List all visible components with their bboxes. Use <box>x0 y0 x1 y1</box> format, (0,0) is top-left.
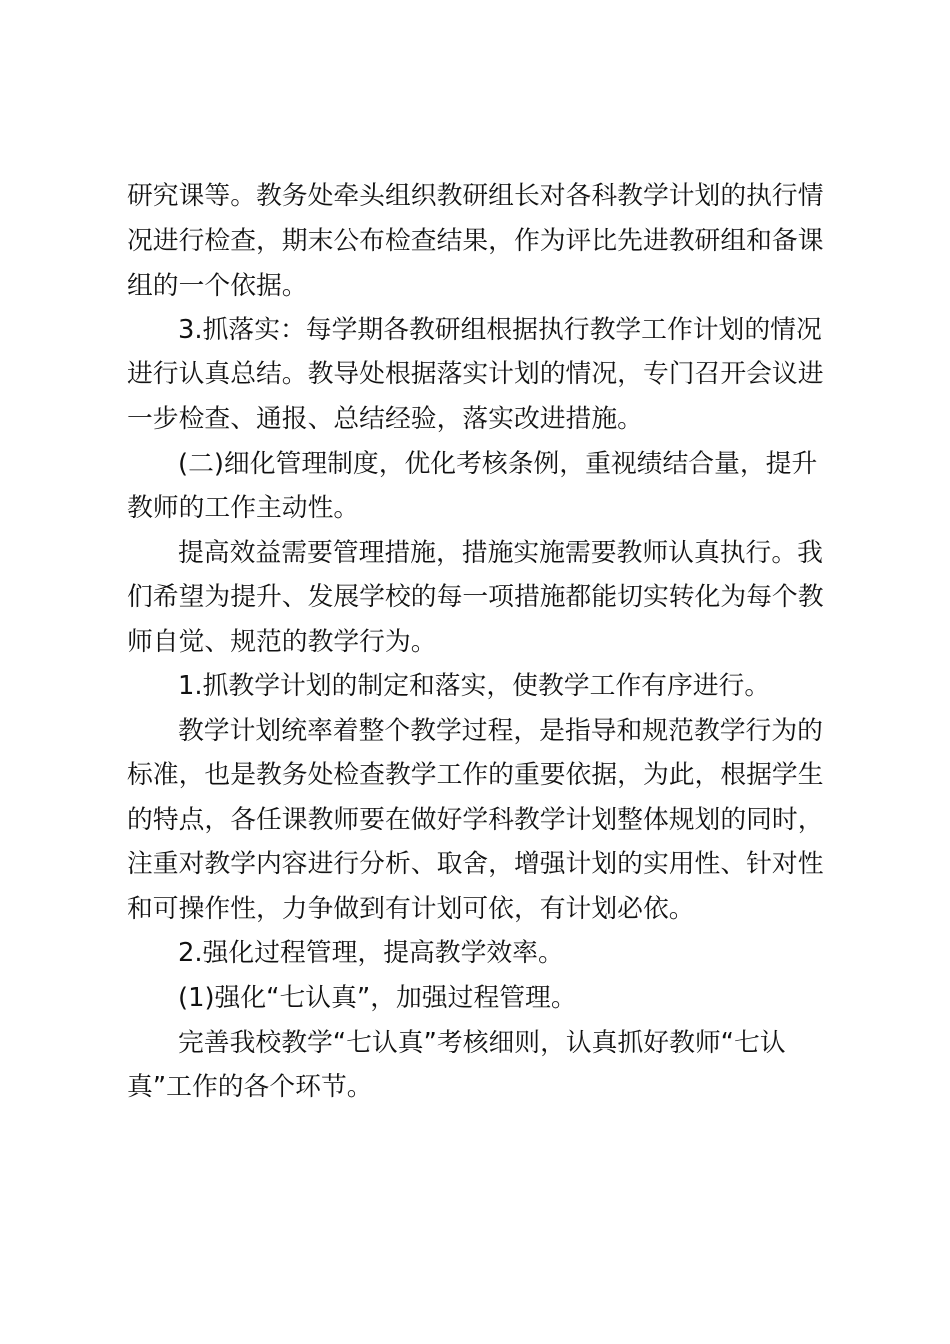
text-line-20: 完善我校教学“七认真”考核细则，认真抓好教师“七认 <box>178 1028 786 1058</box>
text-line-18: 2.强化过程管理，提高教学效率。 <box>178 938 564 968</box>
text-line-6: 一步检查、通报、总结经验，落实改进措施。 <box>127 404 643 434</box>
text-line-14: 标准，也是教务处检查教学工作的重要依据，为此，根据学生 <box>127 760 824 790</box>
text-line-4: 3.抓落实：每学期各教研组根据执行教学工作计划的情况 <box>178 315 822 345</box>
text-line-21: 真”工作的各个环节。 <box>127 1072 373 1102</box>
text-line-16: 注重对教学内容进行分析、取舍，增强计划的实用性、针对性 <box>127 849 824 879</box>
text-line-5: 进行认真总结。教导处根据落实计划的情况，专门召开会议进 <box>127 359 824 389</box>
text-line-8: 教师的工作主动性。 <box>127 493 360 523</box>
text-line-2: 况进行检查，期末公布检查结果，作为评比先进教研组和备课 <box>127 226 824 256</box>
text-line-10: 们希望为提升、发展学校的每一项措施都能切实转化为每个教 <box>127 582 824 612</box>
text-line-13: 教学计划统率着整个教学过程，是指导和规范教学行为的 <box>178 716 823 746</box>
text-line-11: 师自觉、规范的教学行为。 <box>127 627 437 657</box>
text-line-9: 提高效益需要管理措施，措施实施需要教师认真执行。我 <box>178 538 823 568</box>
text-line-3: 组的一个依据。 <box>127 271 308 301</box>
text-line-7: (二)细化管理制度，优化考核条例，重视绩结合量，提升 <box>178 449 818 479</box>
text-line-12: 1.抓教学计划的制定和落实，使教学工作有序进行。 <box>178 671 771 701</box>
text-line-19: (1)强化“七认真”，加强过程管理。 <box>178 983 577 1013</box>
text-line-17: 和可操作性，力争做到有计划可依，有计划必依。 <box>127 894 695 924</box>
text-line-15: 的特点，各任课教师要在做好学科教学计划整体规划的同时， <box>127 805 824 835</box>
text-line-1: 研究课等。教务处牵头组织教研组长对各科教学计划的执行情 <box>127 181 824 211</box>
